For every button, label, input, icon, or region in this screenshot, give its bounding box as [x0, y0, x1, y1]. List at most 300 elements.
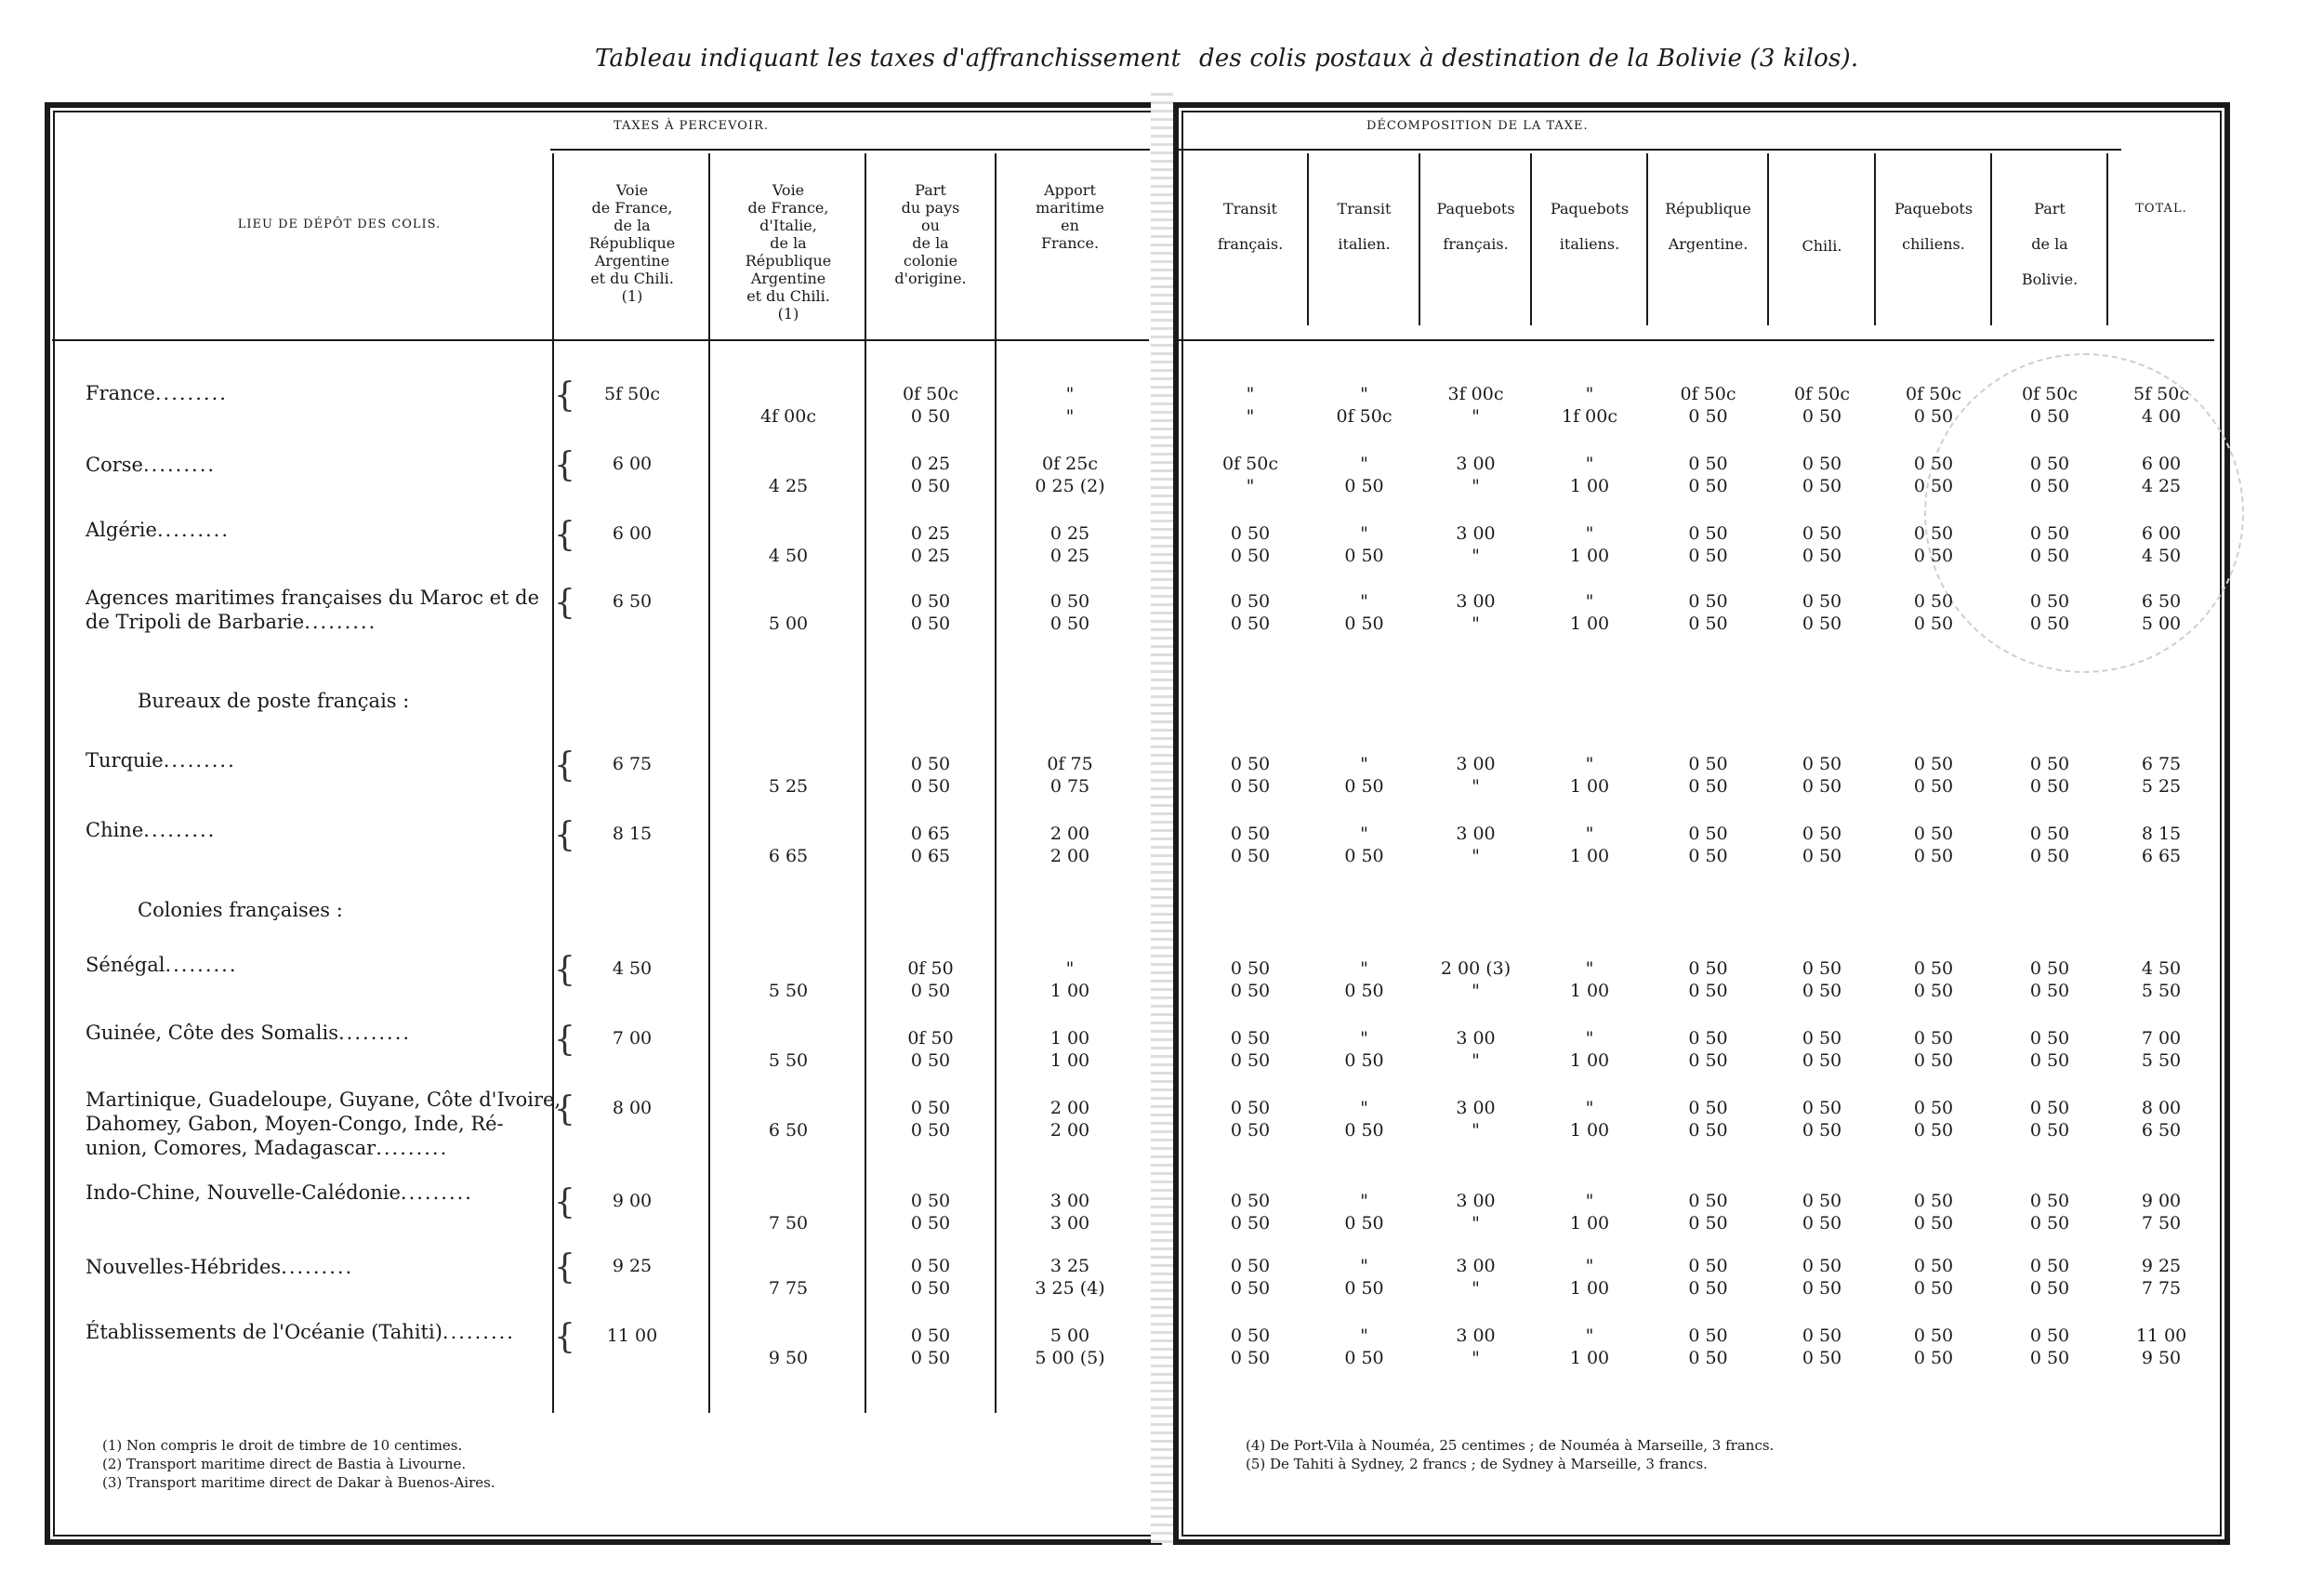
cell-apport: 3 25 — [1049, 1256, 1090, 1276]
cell-pb: 0 50 — [2029, 1213, 2070, 1233]
cell-pf: 3 00 — [1456, 523, 1496, 544]
cell-ra: 0 50 — [1688, 406, 1728, 427]
cell-tot: 8 15 — [2141, 824, 2182, 844]
column-rule — [865, 153, 866, 1413]
row-label: Turquie......... — [86, 749, 236, 772]
cell-part: 0 65 — [910, 824, 951, 844]
cell-pc: 0 50 — [1913, 1348, 1954, 1368]
right-column-header: Transit italien. — [1337, 200, 1392, 253]
cell-pf: 2 00 (3) — [1440, 958, 1511, 979]
cell-apport: 3 00 — [1049, 1191, 1090, 1211]
cell-ch: 0 50 — [1802, 406, 1842, 427]
cell-pc: 0 50 — [1913, 1028, 1954, 1049]
cell-apport: 0f 75 — [1047, 754, 1093, 774]
brace-glyph: { — [554, 584, 575, 622]
cell-pb: 0 50 — [2029, 454, 2070, 474]
cell-pc: 0 50 — [1913, 523, 1954, 544]
brace-glyph: { — [554, 446, 575, 484]
cell-tf: 0 50 — [1230, 1050, 1271, 1071]
cell-part: 0 50 — [910, 1098, 951, 1118]
group-taxes-header: TAXES À PERCEVOIR. — [614, 119, 769, 133]
cell-pc: 0 50 — [1913, 981, 1954, 1001]
cell-pb: 0 50 — [2029, 523, 2070, 544]
row-label: Guinée, Côte des Somalis......... — [86, 1022, 412, 1044]
cell-pi: " — [1585, 754, 1594, 774]
header-depot: LIEU DE DÉPÔT DES COLIS. — [237, 218, 442, 231]
cell-tf: 0 50 — [1230, 1191, 1271, 1211]
cell-pi: " — [1585, 1191, 1594, 1211]
brace-glyph: { — [554, 746, 575, 785]
cell-pb: 0 50 — [2029, 958, 2070, 979]
cell-pi: 1 00 — [1569, 1050, 1610, 1071]
cell-apport: 0 25 — [1049, 523, 1090, 544]
cell-voie-france: 11 00 — [606, 1326, 658, 1346]
cell-pc: 0 50 — [1913, 546, 1954, 566]
cell-tf: 0 50 — [1230, 1278, 1271, 1299]
cell-ch: 0 50 — [1802, 958, 1842, 979]
cell-pi: 1 00 — [1569, 1120, 1610, 1141]
cell-ti: " — [1360, 1256, 1368, 1276]
cell-voie-italie: 4f 00c — [760, 406, 816, 427]
page-title-left: Tableau indiquant les taxes d'affranchissement — [595, 45, 1181, 73]
column-rule — [995, 153, 997, 1413]
cell-apport: 2 00 — [1049, 846, 1090, 866]
cell-pf: 3f 00c — [1447, 384, 1504, 404]
row-label: Établissements de l'Océanie (Tahiti)......... — [86, 1321, 515, 1343]
cell-pc: 0 50 — [1913, 613, 1954, 634]
brace-glyph: { — [554, 1183, 575, 1221]
cell-part: 0 65 — [910, 846, 951, 866]
cell-ch: 0 50 — [1802, 1028, 1842, 1049]
cell-ti: 0 50 — [1344, 846, 1384, 866]
cell-ch: 0 50 — [1802, 591, 1842, 612]
cell-voie-italie: 9 50 — [768, 1348, 809, 1368]
cell-pb: 0 50 — [2029, 1256, 2070, 1276]
cell-apport: " — [1065, 384, 1075, 404]
cell-tot: 5 00 — [2141, 613, 2182, 634]
cell-pc: 0 50 — [1913, 1278, 1954, 1299]
cell-tot: 7 50 — [2141, 1213, 2182, 1233]
header-rule-left — [52, 339, 1149, 341]
cell-pb: 0 50 — [2029, 1028, 2070, 1049]
cell-pc: 0 50 — [1913, 846, 1954, 866]
brace-glyph: { — [554, 951, 575, 989]
left-column-header: Apport maritime en France. — [1036, 181, 1104, 252]
cell-apport: 3 00 — [1049, 1213, 1090, 1233]
cell-apport: 0 25 (2) — [1035, 476, 1105, 496]
row-label: Chine......... — [86, 819, 217, 841]
cell-ti: " — [1360, 1098, 1368, 1118]
cell-tf: 0 50 — [1230, 846, 1271, 866]
cell-ti: 0 50 — [1344, 1213, 1384, 1233]
cell-part: 0 25 — [910, 523, 951, 544]
cell-ra: 0 50 — [1688, 1050, 1728, 1071]
cell-ti: 0f 50c — [1336, 406, 1393, 427]
leader-dots: ......... — [156, 519, 231, 541]
cell-tot: 7 00 — [2141, 1028, 2182, 1049]
row-label: Sénégal......... — [86, 954, 238, 976]
cell-ch: 0 50 — [1802, 776, 1842, 797]
cell-ti: " — [1360, 1191, 1368, 1211]
cell-ch: 0 50 — [1802, 846, 1842, 866]
cell-tf: 0 50 — [1230, 981, 1271, 1001]
cell-apport: 5 00 — [1049, 1326, 1090, 1346]
cell-apport: 2 00 — [1049, 1098, 1090, 1118]
cell-ti: 0 50 — [1344, 1050, 1384, 1071]
cell-part: 0f 50 — [907, 1028, 954, 1049]
cell-ti: " — [1360, 754, 1368, 774]
cell-pf: 3 00 — [1456, 1191, 1496, 1211]
cell-tf: " — [1246, 406, 1255, 427]
cell-pi: 1 00 — [1569, 1213, 1610, 1233]
cell-ra: 0f 50c — [1680, 384, 1736, 404]
leader-dots: ......... — [154, 382, 228, 404]
right-column-header: Paquebots chiliens. — [1894, 200, 1973, 253]
cell-tf: 0 50 — [1230, 958, 1271, 979]
leader-dots: ......... — [442, 1321, 515, 1343]
cell-pc: 0 50 — [1913, 824, 1954, 844]
cell-ra: 0 50 — [1688, 591, 1728, 612]
cell-pf: " — [1472, 546, 1480, 566]
cell-pf: 3 00 — [1456, 1028, 1496, 1049]
cell-apport: 0 75 — [1049, 776, 1090, 797]
cell-pi: 1 00 — [1569, 1348, 1610, 1368]
cell-pf: " — [1472, 1120, 1480, 1141]
cell-voie-france: 7 00 — [612, 1028, 653, 1049]
footnote-2: (2) Transport maritime direct de Bastia à Livourne. — [102, 1456, 467, 1472]
left-column-header: Voie de France, d'Italie, de la République Argentine et du Chili. (1) — [745, 181, 832, 323]
cell-pf: " — [1472, 981, 1480, 1001]
cell-part: 0 50 — [910, 1256, 951, 1276]
leader-dots: ......... — [304, 611, 377, 633]
cell-pc: 0 50 — [1913, 1256, 1954, 1276]
cell-pc: 0 50 — [1913, 1213, 1954, 1233]
cell-ra: 0 50 — [1688, 1278, 1728, 1299]
column-rule — [1530, 153, 1532, 325]
cell-ch: 0 50 — [1802, 1050, 1842, 1071]
cell-pb: 0 50 — [2029, 1120, 2070, 1141]
cell-ch: 0 50 — [1802, 1191, 1842, 1211]
cell-apport: 1 00 — [1049, 1050, 1090, 1071]
column-rule — [708, 153, 710, 1413]
cell-pf: " — [1472, 1213, 1480, 1233]
cell-ch: 0 50 — [1802, 613, 1842, 634]
cell-pc: 0 50 — [1913, 591, 1954, 612]
cell-voie-italie: 5 25 — [768, 776, 809, 797]
cell-tot: 5f 50c — [2133, 384, 2189, 404]
cell-part: 0 50 — [910, 406, 951, 427]
cell-ch: 0 50 — [1802, 523, 1842, 544]
cell-ti: 0 50 — [1344, 546, 1384, 566]
cell-pf: " — [1472, 613, 1480, 634]
cell-pb: 0 50 — [2029, 591, 2070, 612]
column-rule — [1767, 153, 1769, 325]
cell-pc: 0 50 — [1913, 1050, 1954, 1071]
cell-ra: 0 50 — [1688, 1191, 1728, 1211]
cell-ra: 0 50 — [1688, 546, 1728, 566]
cell-pb: 0 50 — [2029, 476, 2070, 496]
column-rule — [2106, 153, 2108, 325]
cell-ra: 0 50 — [1688, 523, 1728, 544]
cell-part: 0 50 — [910, 591, 951, 612]
cell-ch: 0f 50c — [1794, 384, 1850, 404]
cell-tot: 8 00 — [2141, 1098, 2182, 1118]
brace-glyph: { — [554, 816, 575, 854]
cell-pb: 0 50 — [2029, 406, 2070, 427]
cell-voie-italie: 7 50 — [768, 1213, 809, 1233]
cell-pi: 1 00 — [1569, 476, 1610, 496]
row-label: Indo-Chine, Nouvelle-Calédonie......... — [86, 1181, 473, 1204]
cell-part: 0 50 — [910, 1120, 951, 1141]
cell-pc: 0 50 — [1913, 1191, 1954, 1211]
cell-pf: " — [1472, 1348, 1480, 1368]
left-column-header: Voie de France, de la République Argentine et du Chili. (1) — [588, 181, 676, 305]
cell-voie-france: 5f 50c — [604, 384, 660, 404]
cell-tot: 4 00 — [2141, 406, 2182, 427]
cell-ra: 0 50 — [1688, 1256, 1728, 1276]
cell-pc: 0f 50c — [1906, 384, 1961, 404]
cell-ti: 0 50 — [1344, 1348, 1384, 1368]
cell-pi: " — [1585, 824, 1594, 844]
cell-voie-france: 6 75 — [612, 754, 653, 774]
cell-part: 0 50 — [910, 1278, 951, 1299]
cell-tf: 0 50 — [1230, 776, 1271, 797]
cell-tf: 0 50 — [1230, 1098, 1271, 1118]
footnote-1: (1) Non compris le droit de timbre de 10 centimes. — [102, 1437, 463, 1454]
cell-part: 0 50 — [910, 776, 951, 797]
cell-apport: 0 50 — [1049, 591, 1090, 612]
footnotes-left — [102, 1436, 495, 1492]
cell-ra: 0 50 — [1688, 846, 1728, 866]
group-rule-left — [550, 149, 1150, 151]
cell-part: 0f 50c — [903, 384, 958, 404]
footnote-5: (5) De Tahiti à Sydney, 2 francs ; de Sydney à Marseille, 3 francs. — [1246, 1456, 1708, 1472]
cell-apport: 2 00 — [1049, 824, 1090, 844]
cell-pi: " — [1585, 958, 1594, 979]
cell-tf: 0 50 — [1230, 1348, 1271, 1368]
cell-tf: 0 50 — [1230, 523, 1271, 544]
cell-apport: 0 50 — [1049, 613, 1090, 634]
cell-pi: 1f 00c — [1562, 406, 1617, 427]
row-label: Martinique, Guadeloupe, Guyane, Côte d'Ivoire, Dahomey, Gabon, Moyen-Congo, Inde, Ré- union, Comores, Madagascar......... — [86, 1088, 561, 1159]
cell-part: 0 50 — [910, 1050, 951, 1071]
cell-pb: 0 50 — [2029, 1050, 2070, 1071]
row-label: Nouvelles-Hébrides......... — [86, 1256, 354, 1278]
cell-voie-italie: 5 00 — [768, 613, 809, 634]
cell-ti: " — [1360, 454, 1368, 474]
cell-ra: 0 50 — [1688, 958, 1728, 979]
cell-apport: 1 00 — [1049, 1028, 1090, 1049]
cell-pi: " — [1585, 523, 1594, 544]
cell-apport: 1 00 — [1049, 981, 1090, 1001]
cell-pf: 3 00 — [1456, 591, 1496, 612]
cell-part: 0 50 — [910, 1348, 951, 1368]
column-rule — [1307, 153, 1309, 325]
cell-tot: 11 00 — [2135, 1326, 2187, 1346]
cell-tf: 0 50 — [1230, 1326, 1271, 1346]
column-rule — [1646, 153, 1648, 325]
cell-pc: 0 50 — [1913, 454, 1954, 474]
cell-pf: " — [1472, 1278, 1480, 1299]
cell-ti: 0 50 — [1344, 1278, 1384, 1299]
cell-voie-france: 6 50 — [612, 591, 653, 612]
cell-ch: 0 50 — [1802, 1278, 1842, 1299]
cell-tot: 5 50 — [2141, 1050, 2182, 1071]
cell-ch: 0 50 — [1802, 1326, 1842, 1346]
leader-dots: ......... — [142, 454, 217, 476]
header-rule-right — [1173, 339, 2214, 341]
right-column-header: République Argentine. — [1665, 200, 1751, 253]
cell-tot: 6 00 — [2141, 454, 2182, 474]
cell-pi: 1 00 — [1569, 981, 1610, 1001]
cell-pi: " — [1585, 1098, 1594, 1118]
cell-part: 0 50 — [910, 754, 951, 774]
right-column-header: Transit français. — [1217, 200, 1284, 253]
cell-tf: 0 50 — [1230, 613, 1271, 634]
cell-pf: " — [1472, 406, 1480, 427]
cell-part: 0 50 — [910, 981, 951, 1001]
cell-tot: 6 50 — [2141, 591, 2182, 612]
cell-ra: 0 50 — [1688, 476, 1728, 496]
leader-dots: ......... — [143, 819, 217, 841]
cell-voie-italie: 6 65 — [768, 846, 809, 866]
left-column-header: Part du pays ou de la colonie d'origine. — [894, 181, 967, 287]
cell-pc: 0 50 — [1913, 476, 1954, 496]
cell-pf: " — [1472, 476, 1480, 496]
cell-tf: 0f 50c — [1222, 454, 1278, 474]
cell-ti: " — [1360, 1326, 1368, 1346]
cell-ti: 0 50 — [1344, 1120, 1384, 1141]
row-label: Algérie......... — [86, 519, 231, 541]
cell-tf: 0 50 — [1230, 1256, 1271, 1276]
cell-pf: " — [1472, 846, 1480, 866]
cell-pi: " — [1585, 384, 1594, 404]
cell-voie-france: 6 00 — [612, 454, 653, 474]
leader-dots: ......... — [400, 1181, 473, 1204]
cell-ti: 0 50 — [1344, 981, 1384, 1001]
section-colonies: Colonies françaises : — [138, 899, 343, 921]
brace-glyph: { — [554, 376, 575, 415]
cell-tf: 0 50 — [1230, 1213, 1271, 1233]
cell-tot: 5 25 — [2141, 776, 2182, 797]
cell-voie-france: 8 15 — [612, 824, 653, 844]
cell-part: 0 50 — [910, 1326, 951, 1346]
row-label: France......... — [86, 382, 228, 404]
cell-ti: " — [1360, 591, 1368, 612]
cell-voie-italie: 5 50 — [768, 981, 809, 1001]
cell-pc: 0 50 — [1913, 776, 1954, 797]
cell-tf: 0 50 — [1230, 591, 1271, 612]
cell-tf: " — [1246, 476, 1255, 496]
cell-pi: " — [1585, 1326, 1594, 1346]
cell-apport: 2 00 — [1049, 1120, 1090, 1141]
group-decomposition-header: DÉCOMPOSITION DE LA TAXE. — [1366, 119, 1589, 133]
cell-pb: 0f 50c — [2022, 384, 2078, 404]
cell-pf: 3 00 — [1456, 1256, 1496, 1276]
cell-pc: 0 50 — [1913, 406, 1954, 427]
cell-pb: 0 50 — [2029, 981, 2070, 1001]
cell-pi: 1 00 — [1569, 613, 1610, 634]
cell-part: 0 50 — [910, 476, 951, 496]
brace-glyph: { — [554, 1090, 575, 1128]
cell-pf: 3 00 — [1456, 1098, 1496, 1118]
cell-ch: 0 50 — [1802, 824, 1842, 844]
cell-tot: 9 50 — [2141, 1348, 2182, 1368]
cell-voie-france: 8 00 — [612, 1098, 653, 1118]
cell-ra: 0 50 — [1688, 1348, 1728, 1368]
cell-pi: " — [1585, 1028, 1594, 1049]
cell-ch: 0 50 — [1802, 1098, 1842, 1118]
cell-apport: 0 25 — [1049, 546, 1090, 566]
column-rule — [1419, 153, 1420, 325]
group-rule-right — [1173, 149, 2121, 151]
cell-pb: 0 50 — [2029, 846, 2070, 866]
cell-voie-italie: 4 25 — [768, 476, 809, 496]
brace-glyph: { — [554, 1248, 575, 1286]
column-rule — [1874, 153, 1876, 325]
column-rule — [1990, 153, 1992, 325]
cell-apport: 3 25 (4) — [1035, 1278, 1105, 1299]
cell-tot: 6 65 — [2141, 846, 2182, 866]
cell-voie-italie: 4 50 — [768, 546, 809, 566]
cell-apport: 5 00 (5) — [1035, 1348, 1105, 1368]
cell-pc: 0 50 — [1913, 1098, 1954, 1118]
cell-pb: 0 50 — [2029, 546, 2070, 566]
cell-tot: 4 50 — [2141, 546, 2182, 566]
cell-ti: " — [1360, 958, 1368, 979]
cell-ti: 0 50 — [1344, 476, 1384, 496]
brace-glyph: { — [554, 516, 575, 554]
cell-tot: 6 75 — [2141, 754, 2182, 774]
cell-pc: 0 50 — [1913, 1120, 1954, 1141]
right-column-header: TOTAL. — [2135, 202, 2187, 216]
cell-pb: 0 50 — [2029, 613, 2070, 634]
cell-voie-italie: 7 75 — [768, 1278, 809, 1299]
cell-ch: 0 50 — [1802, 454, 1842, 474]
cell-apport: " — [1065, 406, 1075, 427]
cell-ra: 0 50 — [1688, 754, 1728, 774]
cell-ra: 0 50 — [1688, 1098, 1728, 1118]
cell-ti: " — [1360, 384, 1368, 404]
brace-glyph: { — [554, 1318, 575, 1356]
cell-ch: 0 50 — [1802, 476, 1842, 496]
cell-tot: 7 75 — [2141, 1278, 2182, 1299]
cell-voie-france: 9 25 — [612, 1256, 653, 1276]
cell-voie-france: 4 50 — [612, 958, 653, 979]
cell-tf: " — [1246, 384, 1255, 404]
right-column-header: Chili. — [1802, 237, 1842, 255]
right-column-header: Paquebots italiens. — [1550, 200, 1630, 253]
cell-ra: 0 50 — [1688, 776, 1728, 797]
cell-voie-italie: 5 50 — [768, 1050, 809, 1071]
cell-pb: 0 50 — [2029, 1098, 2070, 1118]
cell-tf: 0 50 — [1230, 546, 1271, 566]
cell-tot: 9 00 — [2141, 1191, 2182, 1211]
cell-pi: 1 00 — [1569, 546, 1610, 566]
cell-pb: 0 50 — [2029, 754, 2070, 774]
cell-ra: 0 50 — [1688, 1120, 1728, 1141]
cell-ra: 0 50 — [1688, 454, 1728, 474]
cell-ra: 0 50 — [1688, 1028, 1728, 1049]
cell-ti: " — [1360, 824, 1368, 844]
cell-pc: 0 50 — [1913, 958, 1954, 979]
cell-pc: 0 50 — [1913, 1326, 1954, 1346]
cell-pi: 1 00 — [1569, 846, 1610, 866]
section-bureaux: Bureaux de poste français : — [138, 690, 410, 712]
cell-part: 0 50 — [910, 1191, 951, 1211]
leader-dots: ......... — [165, 954, 238, 976]
footnote-3: (3) Transport maritime direct de Dakar à Buenos-Aires. — [102, 1474, 495, 1491]
